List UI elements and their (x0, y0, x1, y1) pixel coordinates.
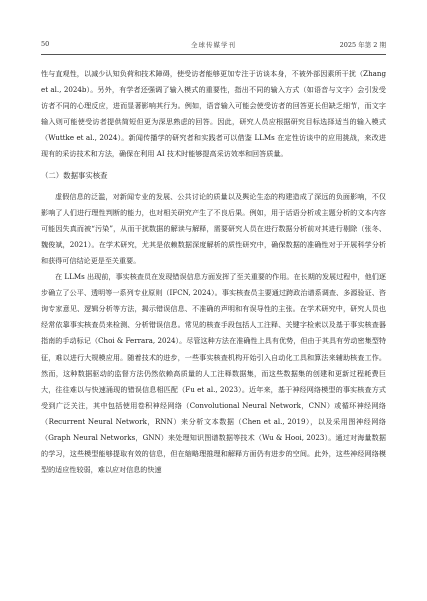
paragraph-2: 虚假信息的泛滥，对新闻专业的发展、公共讨论的质量以及舆论生态的构建造成了深远的负面影响，不仅影响了人们进行理性判断的能力，也对相关研究产生了不良后果。例如，用于话语分析或主题分析的文本内容可能因失真而被“污染”，从而干扰数据的解读与解释，需要研究人员在进行数据分析前对其进行剔除（张冬、魏俊斌，2021）。在学术研究，尤其是依赖数据深度解析的质性研究中，确保数据的准确性对于开展科学分析和获得可信结论更是至关重要。 (41, 191, 386, 265)
paragraph-3: 在 LLMs 出现前，事实核查员在发现错误信息方面发挥了至关重要的作用。在长期的发展过程中，他们逐步确立了公平、透明等一系列专业原则（IFCN, 2024）。事实核查员主要通过跨政治谱系调查、多源验证、咨询专家意见、逻辑分析等方法，揭示错误信息、不准确的声明和有误导性的主张。在学术研究中，研究人员也经常依靠事实核查员来检测、分析错误信息。常见的核查手段包括人工注释、关键字检索以及基于事实核查器指南的手动标记（Choi & Ferrara, 2024）。尽管这种方法在准确性上具有优势，但由于其具有劳动密集型特征，难以进行大规模应用。随着技术的进步，一些事实核查机构开始引入自动化工具和算法来辅助核查工作。然而，这种数据驱动的监督方法仍然依赖高质量的人工注释数据集，而这些数据集的创建和更新过程耗费巨大，往往难以与快速涌现的错误信息相匹配（Fu et al., 2023）。近年来，基于神经网络模型的事实核查方式受到广泛关注，其中包括使用卷积神经网络（Convolutional Neural Network，CNN）或循环神经网络（Recurrent Neural Network，RNN）来分析文本数据（Chen et al., 2019），以及采用图神经网络（Graph Neural Networks，GNN）来处理知识图谱数据等技术（Wu & Hooi, 2023）。通过对海量数据的学习，这些模型能够提取有效的信息，但在缩略理推理和解释方面仍有进步的空间。此外，这些神经网络模型的适应性较弱，难以应对信息的快速 (41, 272, 386, 475)
paragraph-1: 性与直观性，以减少认知负荷和技术障碍，使受访者能够更加专注于访谈本身，不被外部因素所干扰（Zhang et al., 2024b）。另外，有学者还强调了输入模式的重要性，指出不同的输入方式（如语音与文字）会引发受访者不同的心理反应，进而显著影响其行为。例如，语音输入可能会使受访者的回答更长但缺乏细节，而文字输入则可能使受访者提供简短但更为深思熟虑的回答。因此，研究人员应根据研究目标选择适当的输入模式（Wuttke et al., 2024）。新闻传播学的研究者和实践者可以借鉴 LLMs 在定性访谈中的应用挑战，来改进现有的采访技术和方法，确保在利用 AI 技术时能够提高采访效率和回答质量。 (41, 69, 386, 159)
issue-label: 2025 年第 2 期 (339, 41, 386, 49)
article-body (41, 66, 386, 478)
page-number: 50 (41, 40, 50, 48)
page-header (41, 40, 386, 52)
journal-title: 全球传媒学刊 (191, 41, 236, 49)
section-heading: （二）数据事实核查 (41, 170, 108, 180)
header-rule (41, 54, 386, 55)
